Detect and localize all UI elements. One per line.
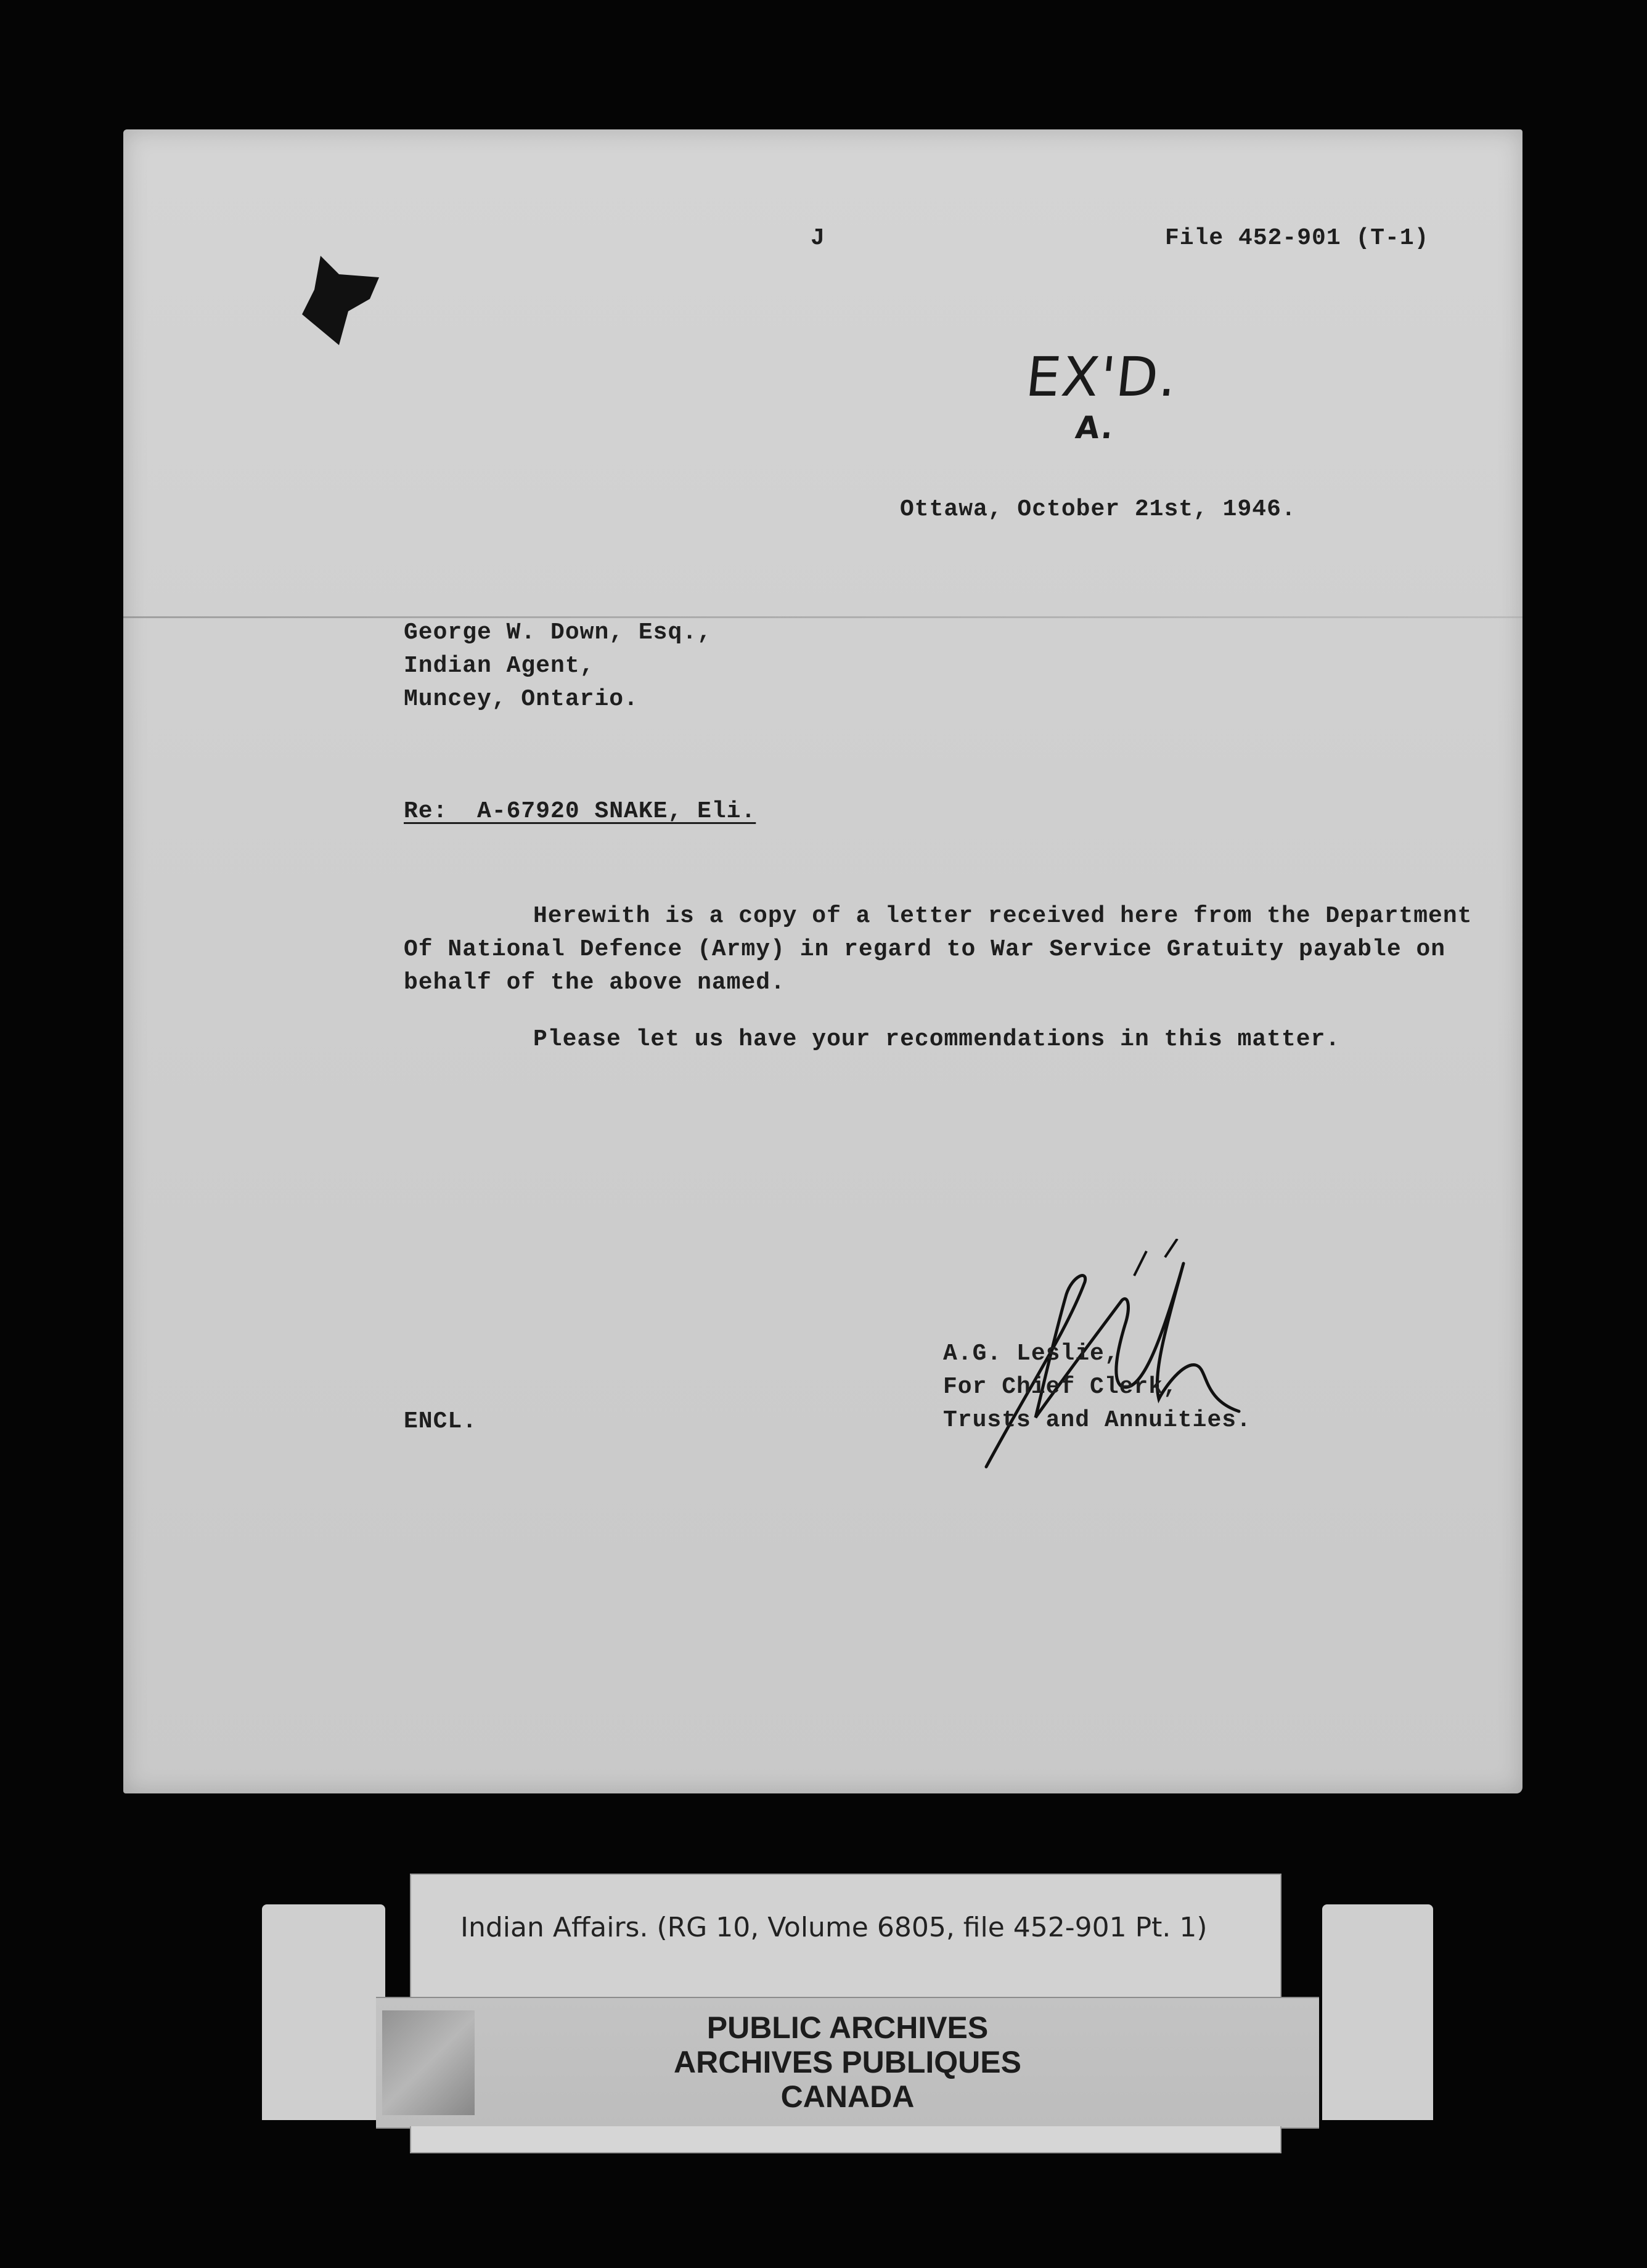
archive-reference-text: Indian Affairs. (RG 10, Volume 6805, file 452-901 Pt. 1) bbox=[460, 1912, 1208, 1943]
archive-stamp-line: ARCHIVES PUBLIQUES bbox=[674, 2045, 1021, 2079]
file-reference: File 452-901 (T-1) bbox=[1165, 225, 1429, 251]
body-line: Please let us have your recommendations in this matter. bbox=[533, 1026, 1341, 1053]
subject-line: Re: A-67920 SNAKE, Eli. bbox=[404, 798, 756, 825]
enclosure-note: ENCL. bbox=[404, 1408, 478, 1435]
archive-stamp-line: CANADA bbox=[780, 2079, 915, 2114]
archive-tab-right bbox=[1322, 1904, 1433, 2120]
archive-bottom-strip bbox=[410, 2126, 1281, 2153]
archive-stamp-band bbox=[376, 1997, 1319, 2129]
archive-reference-label bbox=[410, 1874, 1281, 1999]
archive-stamp-line: PUBLIC ARCHIVES bbox=[706, 2010, 989, 2045]
signature-line: A.G. Leslie, bbox=[943, 1340, 1119, 1367]
top-mark: J bbox=[811, 225, 825, 251]
recipient-line: Muncey, Ontario. bbox=[404, 686, 639, 712]
examined-stamp: EX'D. bbox=[1023, 345, 1182, 409]
ink-blot bbox=[296, 253, 382, 351]
body-line: behalf of the above named. bbox=[404, 969, 785, 996]
dateline: Ottawa, October 21st, 1946. bbox=[900, 496, 1296, 523]
recipient-line: Indian Agent, bbox=[404, 653, 595, 679]
body-line: Of National Defence (Army) in regard to War Service Gratuity payable on bbox=[404, 936, 1446, 963]
letter-page bbox=[123, 129, 1522, 1793]
examined-stamp-initial: A. bbox=[1073, 410, 1116, 446]
archive-tab-left bbox=[262, 1904, 385, 2120]
page-fold-line bbox=[123, 616, 1522, 618]
recipient-line: George W. Down, Esq., bbox=[404, 619, 712, 646]
signature-line: Trusts and Annuities. bbox=[943, 1407, 1251, 1434]
signature-line: For Chief Clerk, bbox=[943, 1374, 1178, 1400]
body-line: Herewith is a copy of a letter received here from the Department bbox=[533, 903, 1473, 929]
